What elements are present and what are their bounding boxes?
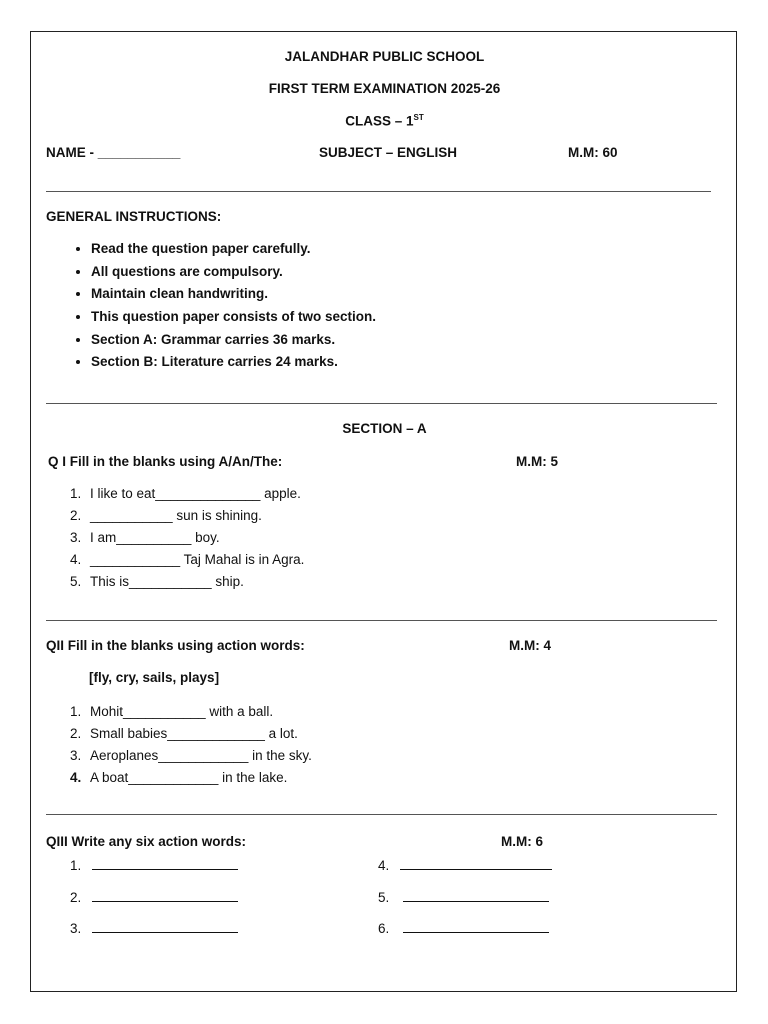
q3-answer-5[interactable] xyxy=(378,888,549,905)
list-item xyxy=(46,701,312,723)
q3-answer-6[interactable] xyxy=(378,919,549,936)
instructions-list xyxy=(46,238,376,374)
instruction-item: • Read the question paper carefully. xyxy=(91,238,376,261)
exam-title: FIRST TERM EXAMINATION 2025-26 xyxy=(268,81,501,96)
answer-line[interactable] xyxy=(400,856,552,870)
q1-marks: M.M: 5 xyxy=(516,454,558,469)
name-field[interactable]: NAME - ___________ xyxy=(46,145,181,160)
item-number: 3. xyxy=(70,530,82,545)
item-number: 5. xyxy=(378,890,390,905)
class-text: CLASS – 1 xyxy=(345,113,414,129)
item-number: 4. xyxy=(70,770,82,785)
list-item xyxy=(46,549,304,571)
instruction-item: • Section A: Grammar carries 36 marks. xyxy=(91,329,376,352)
class-superscript: ST xyxy=(413,113,424,122)
answer-line[interactable] xyxy=(92,856,238,870)
q2-list xyxy=(46,701,312,789)
item-text[interactable]: ____________ Taj Mahal is in Agra. xyxy=(90,552,305,567)
q2-title: QII Fill in the blanks using action words: xyxy=(46,638,305,653)
instruction-item: • Section B: Literature carries 24 marks. xyxy=(91,351,376,374)
item-text[interactable]: This is___________ ship. xyxy=(90,574,244,589)
q3-title: QIII Write any six action words: xyxy=(46,834,247,849)
q1-title: Q I Fill in the blanks using A/An/The: xyxy=(48,454,283,469)
class-label xyxy=(31,113,738,129)
instruction-item: • This question paper consists of two section. xyxy=(91,306,376,329)
item-number: 3. xyxy=(70,748,82,763)
instruction-item: • All questions are compulsory. xyxy=(91,261,376,284)
instructions-title: GENERAL INSTRUCTIONS: xyxy=(46,209,222,224)
divider xyxy=(46,814,717,815)
list-item xyxy=(46,527,304,549)
item-text[interactable]: ___________ sun is shining. xyxy=(90,508,262,523)
q2-marks: M.M: 4 xyxy=(509,638,551,653)
instruction-item: • Maintain clean handwriting. xyxy=(91,283,376,306)
item-number: 2. xyxy=(70,726,82,741)
list-item xyxy=(46,483,304,505)
subject-label: SUBJECT – ENGLISH xyxy=(319,145,458,160)
item-text[interactable]: Aeroplanes____________ in the sky. xyxy=(90,748,312,763)
list-item xyxy=(46,571,304,593)
item-number: 5. xyxy=(70,574,82,589)
q3-answer-4[interactable] xyxy=(378,856,552,873)
item-text[interactable]: Mohit___________ with a ball. xyxy=(90,704,274,719)
school-name: JALANDHAR PUBLIC SCHOOL xyxy=(284,49,485,64)
item-number: 1. xyxy=(70,704,82,719)
answer-line[interactable] xyxy=(92,888,238,902)
section-a-title: SECTION – A xyxy=(342,421,427,436)
item-number: 4. xyxy=(70,552,82,567)
item-number: 1. xyxy=(70,486,82,501)
item-number: 4. xyxy=(378,858,390,873)
item-number: 6. xyxy=(378,921,390,936)
answer-line[interactable] xyxy=(92,919,238,933)
item-text[interactable]: A boat____________ in the lake. xyxy=(90,770,288,785)
item-number: 3. xyxy=(70,921,82,936)
item-text[interactable]: I like to eat______________ apple. xyxy=(90,486,301,501)
answer-line[interactable] xyxy=(403,888,549,902)
item-text[interactable]: I am__________ boy. xyxy=(90,530,220,545)
q1-list xyxy=(46,483,304,593)
item-number: 2. xyxy=(70,508,82,523)
list-item xyxy=(46,505,304,527)
max-marks: M.M: 60 xyxy=(568,145,618,160)
list-item xyxy=(46,767,312,789)
exam-paper xyxy=(30,31,737,992)
list-item xyxy=(46,745,312,767)
q3-answer-2[interactable] xyxy=(70,888,238,905)
item-number: 2. xyxy=(70,890,82,905)
word-bank: [fly, cry, sails, plays] xyxy=(89,670,220,685)
item-text[interactable]: Small babies_____________ a lot. xyxy=(90,726,298,741)
list-item xyxy=(46,723,312,745)
divider xyxy=(46,403,717,404)
q3-answer-3[interactable] xyxy=(70,919,238,936)
divider xyxy=(46,620,717,621)
answer-line[interactable] xyxy=(403,919,549,933)
item-number: 1. xyxy=(70,858,82,873)
q3-marks: M.M: 6 xyxy=(501,834,543,849)
q3-answer-1[interactable] xyxy=(70,856,238,873)
divider xyxy=(46,191,711,192)
